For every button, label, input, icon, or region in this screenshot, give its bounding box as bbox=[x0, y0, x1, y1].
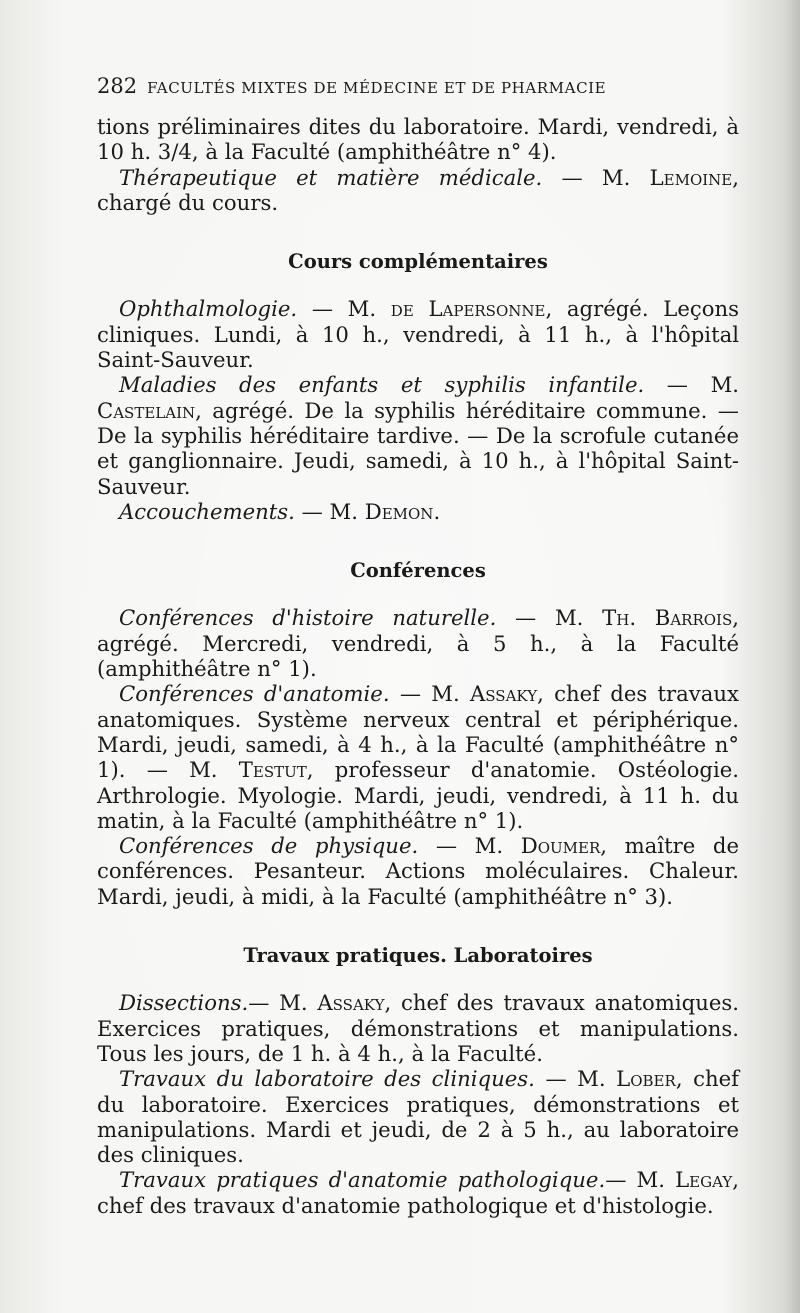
entry-name: Assaky bbox=[469, 681, 538, 707]
entry-name: de Lapersonne bbox=[390, 296, 546, 322]
entry-subject: Travaux du laboratoire des cliniques. bbox=[119, 1066, 535, 1092]
entry-physique bbox=[97, 833, 739, 909]
entry-text: , professeur d'anatomie. Ostéologie. Arthrologie. Myologie. Mardi, jeudi, vendredi, à 11 h. du matin, à la Faculté (amphithéâtre n° 1). bbox=[97, 757, 739, 833]
entry-dash: — M. bbox=[605, 1167, 676, 1193]
entry-dash: — M. bbox=[297, 296, 391, 322]
entry-text: , agrégé. De la syphilis héréditaire commune. — De la syphilis héréditaire tardive. — De la scrofule cutanée et ganglionnaire. Jeudi, samedi, à 10 h., à l'hôpital Saint-Sauveur. bbox=[97, 397, 739, 499]
entry-subject: Ophthalmologie. bbox=[119, 296, 298, 322]
entry-name: Lober bbox=[616, 1066, 676, 1092]
entry-dash: — M. bbox=[534, 1066, 617, 1092]
entry-subject: Dissections. bbox=[119, 990, 249, 1016]
entry-dash: — M. bbox=[644, 372, 740, 398]
entry-text: , chef des travaux d'anatomie pathologique et d'histologie. bbox=[97, 1167, 739, 1218]
entry-text: , agrégé. Mercredi, vendredi, à 5 h., à la Faculté (amphithéâtre n° 1). bbox=[97, 605, 740, 682]
entry-name-second: Testut bbox=[238, 757, 307, 783]
entry-subject: Conférences d'histoire naturelle. bbox=[119, 605, 497, 631]
entry-text: , chef du laboratoire. Exercices pratiques, démonstrations et manipulations. Mardi et jeudi, de 2 à 5 h., au laboratoire des cliniques. bbox=[97, 1066, 739, 1168]
entry-anatomie bbox=[97, 681, 739, 833]
entry-subject: Travaux pratiques d'anatomie pathologique. bbox=[119, 1167, 606, 1193]
entry-subject: Maladies des enfants et syphilis infantile. bbox=[119, 372, 645, 398]
entry-accouchements bbox=[97, 499, 739, 524]
entry-name: Legay bbox=[675, 1167, 733, 1193]
entry-name: Th. Barrois bbox=[602, 605, 733, 631]
entry-subject: Conférences d'anatomie. bbox=[119, 681, 390, 707]
section-heading-cours-complementaires: Cours complémentaires bbox=[288, 250, 548, 274]
entry-subject: Accouchements. bbox=[119, 498, 295, 524]
entry-laboratoire-cliniques bbox=[97, 1066, 739, 1167]
entry-text: , agrégé. Leçons cliniques. Lundi, à 10 h., vendredi, à 11 h., à l'hôpital Saint-Sauveur. bbox=[97, 296, 740, 373]
running-title: FACULTÉS MIXTES DE MÉDECINE ET DE PHARMACIE bbox=[147, 79, 607, 97]
entry-text: , chef des travaux anatomiques. Exercices pratiques, démonstrations et manipulations. Tous les jours, de 1 h. à 4 h., à la Faculté. bbox=[97, 990, 739, 1066]
paragraph-text: tions préliminaires dites du laboratoire. Mardi, vendredi, à 10 h. 3/4, à la Faculté (amphithéâtre n° 4). bbox=[97, 114, 739, 165]
body-text bbox=[97, 114, 739, 1218]
entry-dash: — M. bbox=[248, 990, 318, 1016]
entry-name: Castelain bbox=[97, 397, 196, 423]
entry-subject: Conférences de physique. bbox=[119, 833, 419, 859]
entry-anatomie-pathologique bbox=[97, 1167, 739, 1218]
page-number: 282 bbox=[97, 74, 138, 98]
entry-text: , maître de conférences. Pesanteur. Actions moléculaires. Chaleur. Mardi, jeudi, à midi, à la Faculté (amphithéâtre n° 3). bbox=[97, 833, 739, 909]
running-head bbox=[97, 74, 697, 100]
entry-name: Assaky bbox=[317, 990, 385, 1016]
section-heading-conferences: Conférences bbox=[350, 559, 486, 583]
entry-dissections bbox=[97, 990, 739, 1066]
entry-dash: — M. bbox=[389, 681, 470, 707]
entry-maladies-enfants bbox=[97, 372, 739, 498]
entry-therapeutique bbox=[97, 165, 739, 216]
entry-name: Demon bbox=[364, 498, 434, 524]
entry-dash: — M. bbox=[542, 164, 650, 190]
entry-text: . bbox=[433, 498, 441, 524]
entry-dash: — M. bbox=[418, 833, 521, 859]
entry-dash: — M. bbox=[294, 498, 365, 524]
entry-histoire-naturelle bbox=[97, 605, 739, 681]
paragraph-continuation bbox=[97, 114, 739, 165]
entry-text: , chef des travaux anatomiques. Système nerveux central et périphérique. Mardi, jeudi, samedi, à 4 h., à la Faculté (amphithéâtre n° 1). — M. bbox=[97, 681, 739, 783]
entry-name: Doumer bbox=[520, 833, 601, 859]
entry-name: Lemoine bbox=[649, 164, 733, 190]
entry-subject: Thérapeutique et matière médicale. bbox=[119, 164, 543, 190]
entry-dash: — M. bbox=[496, 605, 603, 631]
section-heading-travaux-pratiques: Travaux pratiques. Laboratoires bbox=[243, 944, 593, 968]
entry-ophthalmologie bbox=[97, 296, 739, 372]
entry-text: , chargé du cours. bbox=[97, 164, 739, 215]
